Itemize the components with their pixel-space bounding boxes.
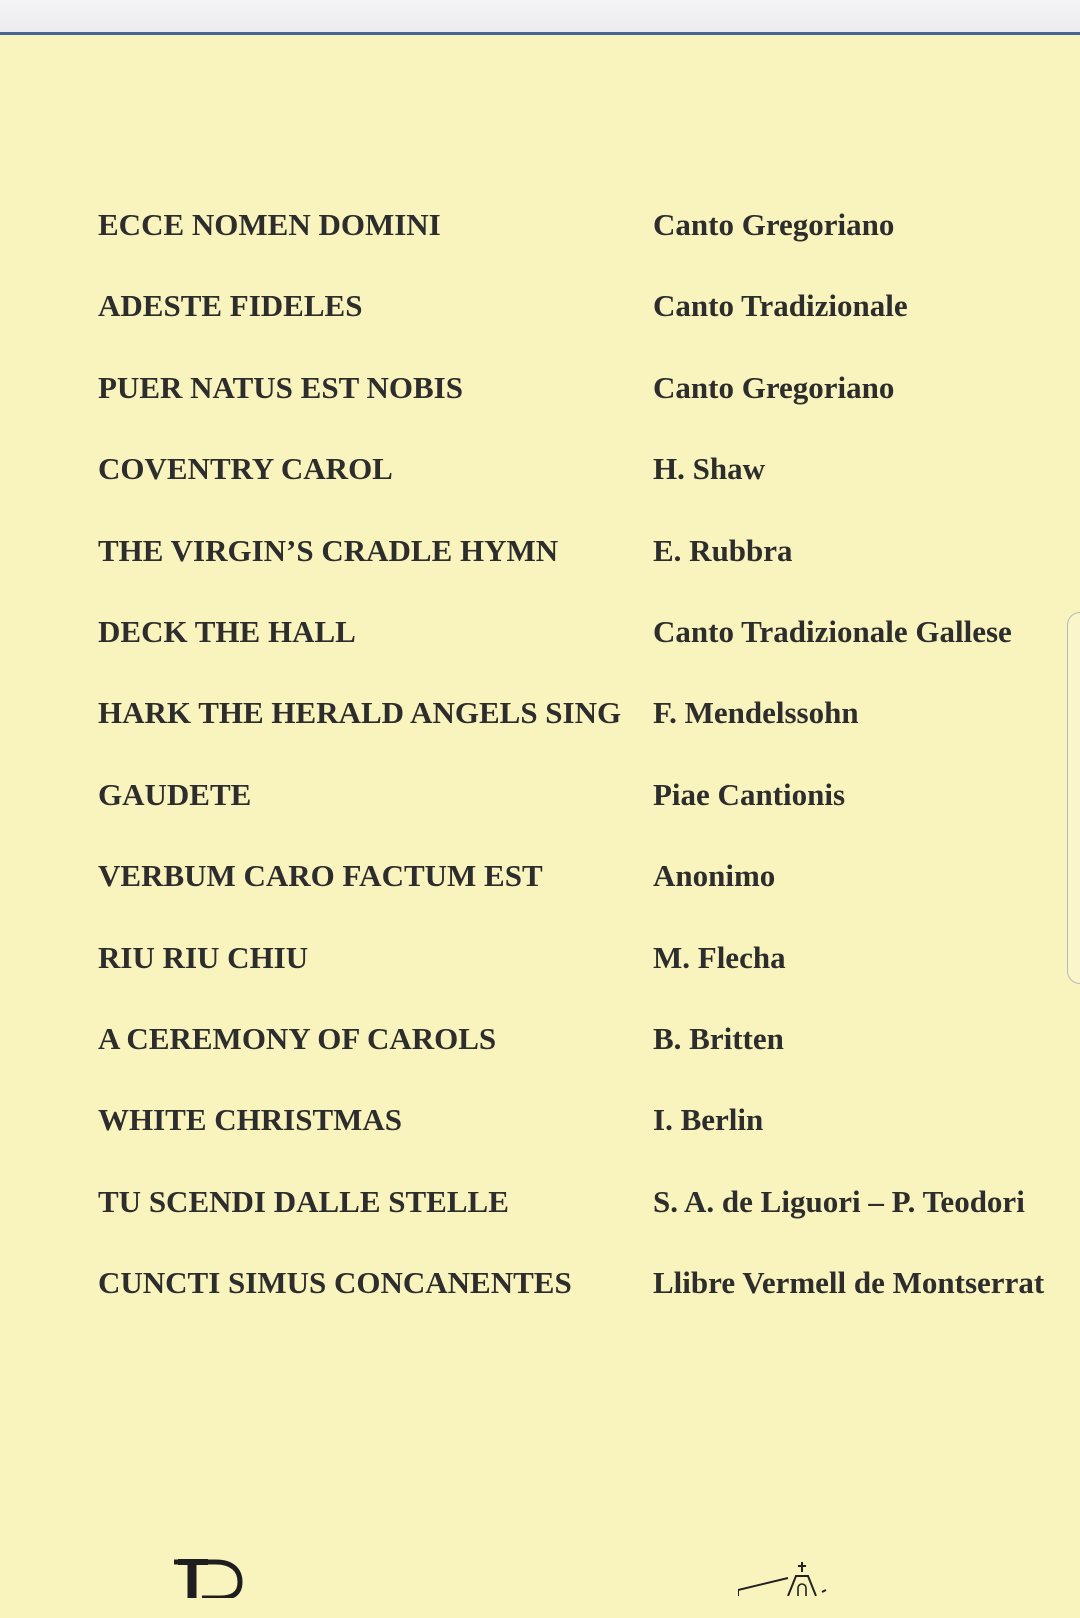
composer-name: B. Britten (653, 1020, 784, 1056)
program-row (98, 442, 1058, 523)
letter-p-glyph-icon (168, 1558, 268, 1618)
program-list (98, 198, 1058, 1337)
composer-name: Canto Tradizionale (653, 288, 908, 324)
composer-name: S. A. de Liguori – P. Teodori (653, 1183, 1025, 1219)
composer-name: Canto Tradizionale Gallese (653, 613, 1012, 649)
composer-name: Llibre Vermell de Montserrat (653, 1265, 1045, 1301)
piece-title: HARK THE HERALD ANGELS SING (98, 695, 622, 731)
program-row (98, 1175, 1058, 1256)
top-bar (0, 0, 1080, 35)
program-row (98, 198, 1058, 279)
composer-name: H. Shaw (653, 451, 765, 487)
program-row (98, 931, 1058, 1012)
piece-title: ADESTE FIDELES (98, 288, 363, 324)
composer-name: Canto Gregoriano (653, 207, 895, 242)
composer-name: M. Flecha (653, 939, 786, 975)
composer-name: Anonimo (653, 858, 776, 894)
program-row (98, 279, 1058, 360)
composer-name: I. Berlin (653, 1102, 764, 1138)
piece-title: DECK THE HALL (98, 613, 356, 649)
piece-title: VERBUM CARO FACTUM EST (98, 858, 543, 894)
program-row (98, 361, 1058, 442)
program-row (98, 1093, 1058, 1174)
composer-name: Piae Cantionis (653, 776, 846, 812)
piece-title: CUNCTI SIMUS CONCANENTES (98, 1265, 572, 1301)
piece-title: ECCE NOMEN DOMINI (98, 207, 441, 242)
piece-title: A CEREMONY OF CAROLS (98, 1020, 497, 1056)
program-row (98, 1256, 1058, 1337)
program-row (98, 605, 1058, 686)
piece-title: THE VIRGIN’S CRADLE HYMN (98, 532, 559, 568)
program-row (98, 1012, 1058, 1093)
program-row (98, 686, 1058, 767)
piece-title: GAUDETE (98, 776, 252, 812)
piece-title: TU SCENDI DALLE STELLE (98, 1183, 509, 1219)
composer-name: E. Rubbra (653, 532, 793, 568)
program-row (98, 768, 1058, 849)
program-row (98, 524, 1058, 605)
composer-name: Canto Gregoriano (653, 369, 895, 405)
program-row (98, 849, 1058, 930)
composer-name: F. Mendelssohn (653, 695, 859, 731)
church-icon (738, 1562, 828, 1601)
piece-title: PUER NATUS EST NOBIS (98, 369, 463, 405)
piece-title: COVENTRY CAROL (98, 451, 393, 487)
piece-title: RIU RIU CHIU (98, 939, 309, 975)
scroll-handle[interactable] (1067, 612, 1080, 984)
piece-title: WHITE CHRISTMAS (98, 1102, 403, 1138)
